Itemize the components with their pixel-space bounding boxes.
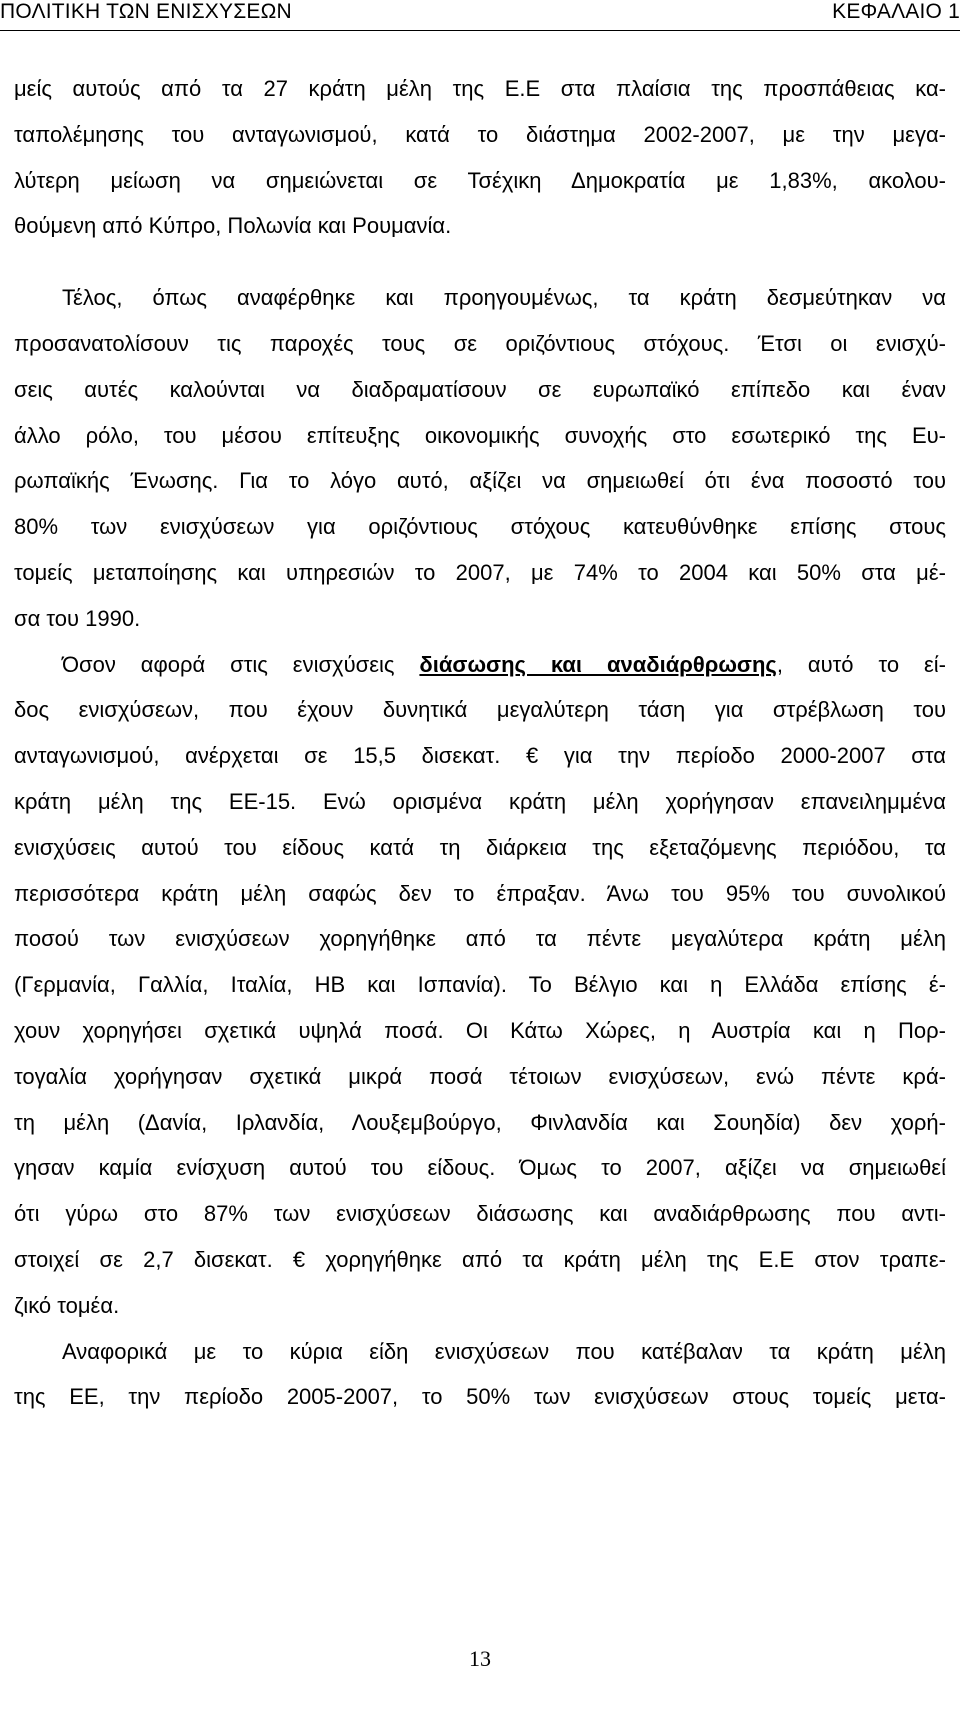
text-line: περισσότερα κράτη μέλη σαφώς δεν το έπραξαν. Άνω του 95% του συνολικού [14,880,946,906]
text-line: ζικό τομέα. [14,1292,120,1318]
text-line: στοιχεί σε 2,7 δισεκατ. € χορηγήθηκε από τα κράτη μέλη της Ε.Ε στον τραπε- [14,1246,946,1272]
emphasis-rescue-restructuring: διάσωσης και αναδιάρθρωσης [419,651,777,677]
text-line: ρωπαϊκής Ένωσης. Για το λόγο αυτό, αξίζει να σημειωθεί ότι ένα ποσοστό του [14,468,946,494]
text-line: σεις αυτές καλούνται να διαδραματίσουν σε ευρωπαϊκό επίπεδο και έναν [14,376,946,402]
text-line: λύτερη μείωση να σημειώνεται σε Τσέχικη Δημοκρατία με 1,83%, ακολου- [14,167,946,193]
text-line: χουν χορηγήσει σχετικά υψηλά ποσά. Οι Κάτω Χώρες, η Αυστρία και η Πορ- [14,1017,946,1043]
text-line: προσανατολίσουν τις παροχές τους σε οριζόντιους στόχους. Έτσι οι ενισχύ- [14,330,946,356]
paragraph-2 [14,275,946,641]
text-run: , αυτό το εί- [776,651,946,677]
text-line: γησαν καμία ενίσχυση αυτού του είδους. Όμως το 2007, αξίζει να σημειωθεί [14,1155,946,1181]
header-chapter-label: ΚΕΦΑΛΑΙΟ 1 [832,0,960,23]
text-line: (Γερμανία, Γαλλία, Ιταλία, ΗΒ και Ισπανία). Το Βέλγιο και η Ελλάδα επίσης έ- [14,972,946,998]
running-header [0,0,960,30]
header-rule [0,30,960,31]
text-line: τη μέλη (Δανία, Ιρλανδία, Λουξεμβούργο, Φινλανδία και Σουηδία) δεν χορή- [14,1109,946,1135]
paragraph-spacer [14,249,946,275]
body-text [14,66,946,1420]
text-line: ότι γύρω στο 87% των ενισχύσεων διάσωσης και αναδιάρθρωσης που αντι- [14,1201,946,1227]
paragraph-3 [14,642,946,1329]
text-line: Αναφορικά με το κύρια είδη ενισχύσεων που κατέβαλαν τα κράτη μέλη [62,1338,946,1364]
text-line: ταπολέμησης του ανταγωνισμού, κατά το διάστημα 2002-2007, με την μεγα- [14,121,946,147]
text-line: ποσού των ενισχύσεων χορηγήθηκε από τα πέντε μεγαλύτερα κράτη μέλη [14,926,946,952]
text-line: 80% των ενισχύσεων για οριζόντιους στόχους κατευθύνθηκε επίσης στους [14,514,946,540]
text-line: ανταγωνισμού, ανέρχεται σε 15,5 δισεκατ. € για την περίοδο 2000-2007 στα [14,743,946,769]
text-line: κράτη μέλη της ΕΕ-15. Ενώ ορισμένα κράτη μέλη χορήγησαν επανειλημμένα [14,788,946,814]
page-number: 13 [469,1646,491,1671]
text-line: θούμενη από Κύπρο, Πολωνία και Ρουμανία. [14,213,452,239]
text-run: Όσον αφορά στις ενισχύσεις [62,651,420,677]
text-line: δος ενισχύσεων, που έχουν δυνητικά μεγαλύτερη τάση για στρέβλωση του [14,697,946,723]
paragraph-1 [14,66,946,249]
text-line: μείς αυτούς από τα 27 κράτη μέλη της Ε.Ε στα πλαίσια της προσπάθειας κα- [14,76,946,101]
text-line [14,642,946,688]
text-line: σα του 1990. [14,605,141,631]
text-line: της ΕΕ, την περίοδο 2005-2007, το 50% των ενισχύσεων στους τομείς μετα- [14,1384,946,1410]
header-section-title: ΠΟΛΙΤΙΚΗ ΤΩΝ ΕΝΙΣΧΥΣΕΩΝ [0,0,292,23]
text-line: τομείς μεταποίησης και υπηρεσιών το 2007, με 74% το 2004 και 50% στα μέ- [14,559,946,585]
text-line: άλλο ρόλο, του μέσου επίτευξης οικονομικής συνοχής στο εσωτερικό της Ευ- [14,422,946,448]
text-line: Τέλος, όπως αναφέρθηκε και προηγουμένως, τα κράτη δεσμεύτηκαν να [62,285,946,311]
text-line: ενισχύσεις αυτού του είδους κατά τη διάρκεια της εξεταζόμενης περιόδου, τα [14,834,946,860]
paragraph-4 [14,1329,946,1421]
text-line: τογαλία χορήγησαν σχετικά μικρά ποσά τέτοιων ενισχύσεων, ενώ πέντε κρά- [14,1063,946,1089]
